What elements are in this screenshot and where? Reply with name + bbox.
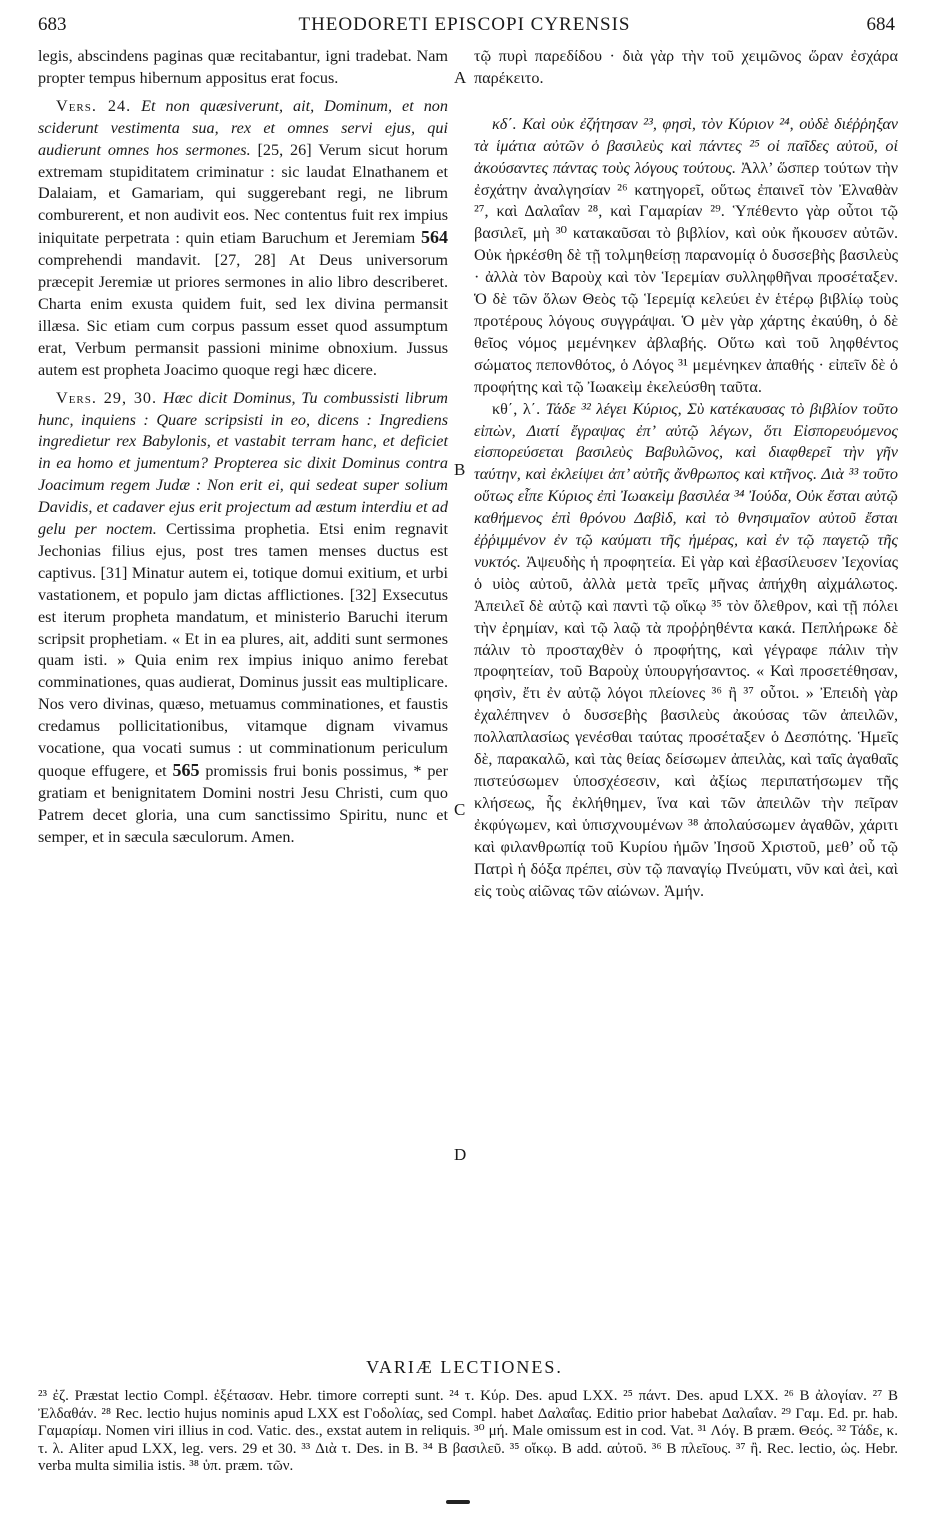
commentary-text: [25, 26] Verum sicut horum extremam stupiditatem criminatur : sic laudat Elnathanem et Dalaiam, et Gamariam, qui suggerebant regi, ne librum comburerent, et non audivit eos. Nec contentus fuit rex impius iniquitate perpetrata : quin etiam Baruchum et Jeremiam: [38, 140, 448, 248]
scripture-quote: Et non quæsiverunt, ait, Dominum, et non sciderunt vestimenta sua, rex et omnes servi ejus, qui audierunt omnes hos sermones.: [38, 96, 448, 159]
running-title: THEODORETI EPISCOPI CYRENSIS: [298, 14, 631, 35]
scripture-quote: Τάδε ³² λέγει Κύριος, Σὺ κατέκαυσας τὸ βιβλίον τοῦτο εἰπὼν, Διατί ἔγραψας ἐπ’ αὐτῷ λέγων, ὅτι Εἰσπορευόμενος εἰσπορεύσεται βασιλεὺς Βαβυλῶνος, καὶ διαφθερεῖ τὴν γῆν ταύτην, καὶ ἐκλείψει ἀπ’ αὐτῆς ἄνθρωπος καὶ κτῆνος. Διὰ ³³ τοῦτο οὕτως εἶπε Κύριος ἐπὶ Ἰωακεὶμ βασιλέα ³⁴ Ἰούδα, Οὐκ ἔσται αὐτῷ καθήμενος ἐπὶ θρόνου Δαβὶδ, καὶ τὸ θνησιμαῖον αὐτοῦ ἔσται ἐῤῥιμμένον ἐν τῷ καύματι τῆς ἡμέρας, καὶ ἐν τῷ παγετῷ τῆς νυκτός.: [474, 399, 899, 571]
left-page-number: 683: [38, 14, 67, 35]
greek-paragraph-3: [474, 399, 898, 903]
greek-paragraph-1: τῷ πυρὶ παρεδίδου · διὰ γὰρ τὴν τοῦ χειμῶνος ὥραν ἐσχάρα παρέκειτο.: [474, 47, 898, 87]
variae-lectiones-heading: VARIÆ LECTIONES.: [366, 1357, 563, 1377]
commentary-text: comprehendi mandavit. [27, 28] At Deus universorum præcepit Jeremiæ ut priores sermones in alio libro describeret. Charta enim exusta quidem fuit, sed lex divina permansit illæsa. Sic etiam cum corpus passum esset quod assumptum erat, Verbum permansit passioni minime obnoxium. Jussus autem est propheta Joacimo quoque regi hæc dicere.: [38, 251, 448, 379]
scripture-quote: Hæc dicit Dominus, Tu combussisti librum hunc, inquiens : Quare scripsisti in eo, dicens : Ingrediens ingredietur rex Babylonis, et vastabit terram hanc, et deficiet in ea homo et jumentum? Propterea sic dixit Dominus contra Joacimum regem Judæ : Non erit ei, qui sedeat super solium Davidis, et cadaver ejus erit projectum ad æstum interdiu et ad gelu per noctem.: [38, 388, 449, 539]
scripture-quote: κδ΄. Καὶ οὐκ ἐζήτησαν ²³, φησὶ, τὸν Κύριον ²⁴, οὐδὲ διέῤῥηξαν τὰ ἱμάτια αὐτῶν ὁ βασιλεὺς καὶ πάντες ²⁵ οἱ παῖδες αὐτοῦ, οἱ ἀκούσαντες πάντας τοὺς λόγους τούτους.: [474, 114, 898, 177]
latin-paragraph-3: [38, 388, 448, 849]
commentary-text: Certissima prophetia. Etsi enim regnavit Jechonias filius ejus, post tres tamen menses ductus est captivus. [31] Minatur autem ei, totique domui exitium, et urbi vastationem, et populo jam dictas afflictiones. [32] Exsecutus est iterum propheta mandatum, et ministerio Baruchi iterum scripsit prophetiam. « Et in ea plures, ait, additi sunt sermones quam isti. » Quia enim rex impius iniquo animo ferebat comminationes, quas audierat, Dominus jussit eas multiplicare. Nos vero divinas, quæso, metuamus comminationes, et faustis credamus pollicitationibus, vitamque dignam vivamus vocatione, qua vocati sumus : ut comminationum periculum quoque effugere, et: [38, 520, 448, 780]
variae-lectiones-notes: ²³ ἐζ. Præstat lectio Compl. ἐξέτασαν. Hebr. timore correpti sunt. ²⁴ τ. Κύρ. Des. apud LXX. ²⁵ πάντ. Des. apud LXX. ²⁶ B ἀλογίαν. ²⁷ B Ἐλδαθάν. ²⁸ Rec. lectio hujus nominis apud LXX est Γοδολίας, sed Compl. habet Δαλαΐας. Editio prior habebat Δαλαΐαν. ²⁹ Γαμ. Ed. pr. hab. Γαμαρίαμ. Nomen viri illius in cod. Vatic. des., exstat autem in reliquis. ³⁰ μή. Male omissum est in cod. Vat. ³¹ Λόγ. B præm. Θεός. ³² Τάδε, κ. τ. λ. Aliter apud LXX, leg. vers. 29 et 30. ³³ Διὰ τ. Des. in B. ³⁴ B βασιλεῦ. ³⁵ οἴκῳ. B add. αὐτοῦ. ³⁶ B πλεῖους. ³⁷ ἢ. Rec. lectio, ὡς. Hebr. verba multa similia istis. ³⁸ ὑπ. præm. τῶν.: [38, 1388, 898, 1474]
verse-label: Vers. 29, 30.: [56, 388, 158, 407]
latin-paragraph-1: legis, abscindens paginas quæ recitabantur, igni tradebat. Nam propter tempus hibernum appositus erat focus.: [38, 47, 448, 87]
page-end-mark: [446, 1500, 470, 1504]
latin-paragraph-2: [38, 96, 448, 382]
margin-letter-d: D: [454, 1145, 467, 1164]
commentary-text: Ἀψευδὴς ἡ προφητεία. Εἰ γὰρ καὶ ἐβασίλευσεν Ἰεχονίας ὁ υἱὸς αὐτοῦ, ἀλλὰ μετὰ τρεῖς μῆνας ἀπήχθη αἰχμάλωτος. Ἀπειλεῖ δὲ αὐτῷ καὶ παντὶ τῷ οἴκῳ ³⁵ τὸν ὄλεθρον, καὶ τῇ πόλει τὴν ἐρημίαν, καὶ τῷ λαῷ τὰ προῤῥηθέντα κακά. Πεπλήρωκε δὲ πάλιν τὸ προσταχθὲν ὁ προφήτης, καὶ γέγραφε πάλιν τὴν προφητείαν, τοῦ Βαροὺχ ὑπουργήσαντος. « Καὶ προσετέθησαν, φησὶν, ἔτι ἐν αὐτῷ λόγοι πλείονες ³⁶ ἢ ³⁷ οὗτοι. » Ἐπειδὴ γὰρ ἐχαλέπηνεν ὁ δυσσεβὴς βασιλεὺς ἀκούσας τῶν ἀπειλῶν, πολλαπλασίως γενέσθαι ταύτας προσέταξεν ὁ Δεσπότης. Ἡμεῖς δὲ, παρακαλῶ, καὶ τὰς θείας δείσωμεν ἀπειλὰς, καὶ ταῖς ἀγαθαῖς πιστεύσωμεν ὑποσχέσεσιν, καὶ ἀξίως περιπατήσωμεν τῆς κλήσεως, ἧς ἐκλήθημεν, ἵνα καὶ τῶν ἀπειλῶν τὴν πεῖραν ἐκφύγωμεν, καὶ ὑπισχνουμένων ³⁸ ἀπολαύσωμεν ἀγαθῶν, χάριτι καὶ φιλανθρωπίᾳ τοῦ Κυρίου ἡμῶν Ἰησοῦ Χριστοῦ, μεθ’ οὗ τῷ Πατρὶ ἡ δόξα πρέπει, σὺν τῷ παναγίῳ Πνεύματι, νῦν καὶ ἀεὶ, καὶ εἰς τοὺς αἰῶνας τῶν αἰώνων. Ἀμήν.: [474, 552, 898, 900]
greek-paragraph-2: [474, 114, 898, 399]
verse-label: κθ΄, λ΄.: [492, 399, 541, 418]
commentary-text: Ἀλλ’ ὥσπερ τούτων τὴν ἐσχάτην ἀναλγησίαν ²⁶ κατηγορεῖ, οὕτως ἐπαινεῖ τὸν Ἐλναθὰν ²⁷, καὶ Δαλαΐαν ²⁸, καὶ Γαμαρίαν ²⁹. Ὑπέθεντο γὰρ οὗτοι τῷ βασιλεῖ, μὴ ³⁰ κατακαῦσαι τὸ βιβλίον, καὶ οὐκ ἤκουσεν αὐτῶν. Οὐκ ἠρκέσθη δὲ τῇ τολμηθείσῃ παρανομίᾳ ὁ δυσσεβὴς βασιλεὺς · ἀλλὰ τὸν Βαροὺχ καὶ τὸν Ἱερεμίαν συλληφθῆναι προσέταξεν. Ὁ δὲ τῶν ὅλων Θεὸς τῷ Ἱερεμίᾳ κελεύει ἐν ἑτέρῳ βιβλίῳ τοὺς προτέρους λόγους συγγράψαι. Ὁ μὲν γὰρ χάρτης ἐκαύθη, ὁ δὲ θεῖος νόμος μεμένηκεν ἀβλαβής. Οὕτω καὶ τοῦ ληφθέντος σώματος πεπονθότος, ὁ Λόγος ³¹ μεμένηκεν ἀπαθής · εἰπεῖν δὲ ὁ προφήτης καὶ τῷ Ἰωακεὶμ ἐκελεύσθη ταῦτα.: [474, 158, 899, 396]
commentary-text: promissis frui bonis possimus, * per gratiam et benignitatem Domini nostri Jesu Christi, cum quo Patrem decet gloria, una cum sanctissimo Spiritu, nunc et semper, et in sæcula sæculorum. Amen.: [38, 762, 449, 846]
latin-column: [38, 46, 448, 849]
greek-column: [474, 46, 898, 902]
edition-page-marker: 564: [421, 227, 449, 248]
right-page-number: 684: [866, 14, 895, 35]
margin-letter-a: A: [454, 68, 467, 87]
verse-label: Vers. 24.: [56, 96, 132, 115]
margin-letter-c: C: [454, 800, 466, 819]
edition-page-marker: 565: [172, 760, 200, 780]
margin-letter-b: B: [454, 460, 466, 479]
running-header: [0, 14, 929, 44]
